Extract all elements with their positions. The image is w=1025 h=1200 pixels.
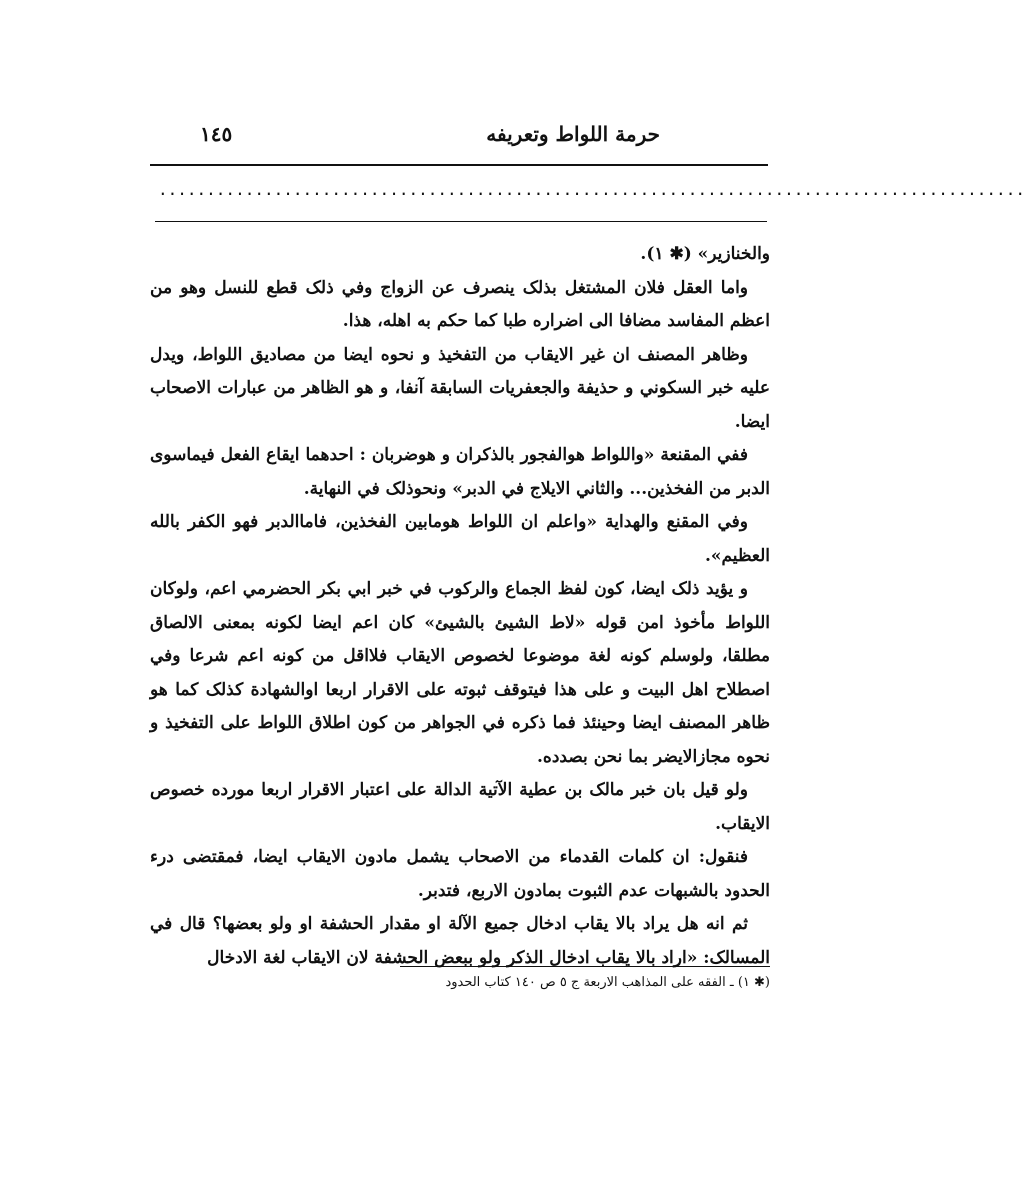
footnote: (✱ ١) ـ الفقه على المذاهب الاربعة ج ٥ ص ١٤٠ كتاب الحدود — [445, 975, 770, 990]
paragraph: ولو قيل بان خبر مالک بن عطية الآتية الدالة على اعتبار الاقرار اربعا مورده خصوص الايقاب. — [150, 780, 770, 834]
paragraph: واما العقل فلان المشتغل بذلک ينصرف عن الزواج وفي ذلک قطع للنسل وهو من اعظم المفاسد مضافا الى اضراره طبا كما حكم به اهله، هذا. — [150, 277, 770, 331]
body-text — [150, 238, 770, 975]
section-rule — [155, 221, 767, 222]
paragraph: وظاهر المصنف ان غير الايقاب من التفخيذ و نحوه ايضا من مصاديق اللواط، ويدل عليه خبر السكوني و حذيفة والجعفريات السابقة آنفا، و هو الظاهر من عبارات الاصحاب ايضا. — [150, 344, 770, 432]
page-header — [150, 118, 770, 154]
paragraph: ثم انه هل يراد بالا يقاب ادخال جميع الآلة او مقدار الحشفة او ولو بعضها؟ قال في المسالک: «اراد بالا يقاب ادخال الذكر ولو ببعض الحشفة لان الايقاب لغة الادخال — [150, 914, 770, 968]
paragraph: والخنازير» (✱ ١). — [640, 244, 770, 264]
paragraph: فنقول: ان كلمات القدماء من الاصحاب يشمل مادون الايقاب ايضا، فمقتضى درء الحدود بالشبهات عدم الثبوت بمادون الاربع، فتدبر. — [150, 847, 770, 901]
page-number: ١٤٥ — [200, 122, 233, 146]
running-title: حرمة اللواط وتعريفه — [486, 122, 660, 146]
paragraph: وفي المقنع والهداية «واعلم ان اللواط هومابين الفخذين، فاماالدبر فهو الكفر بالله العظيم». — [150, 512, 770, 566]
paragraph: و يؤيد ذلک ايضا، كون لفظ الجماع والركوب في خبر ابي بكر الحضرمي اعم، ولوكان اللواط مأخوذ امن قوله «لاط الشيئ بالشيئ» كان اعم ايضا لكونه بمعنى الالصاق مطلقا، ولوسلم كونه لغة موضوعا لخصوص الايقاب فلااقل من كونه اعم شرعا وفي اصطلاح اهل البيت و على هذا فيتوقف ثبوته على الاقرار اربعا اوالشهادة كذلک كما هو ظاهر المصنف ايضا وحينئذ فما ذكره في الجواهر من كون اطلاق اللواط على التفخيذ و نحوه مجازالايضر بما نحن بصدده. — [150, 579, 770, 767]
header-rule — [150, 164, 768, 166]
footnote-rule — [400, 966, 770, 967]
dotted-separator: .......................................................................................... — [158, 180, 1025, 199]
paragraph: ففي المقنعة «واللواط هوالفجور بالذكران و هوضربان : احدهما ايقاع الفعل فيماسوى الدبر من الفخذين... والثاني الايلاج في الدبر» ونحوذلک في النهاية. — [150, 445, 770, 499]
